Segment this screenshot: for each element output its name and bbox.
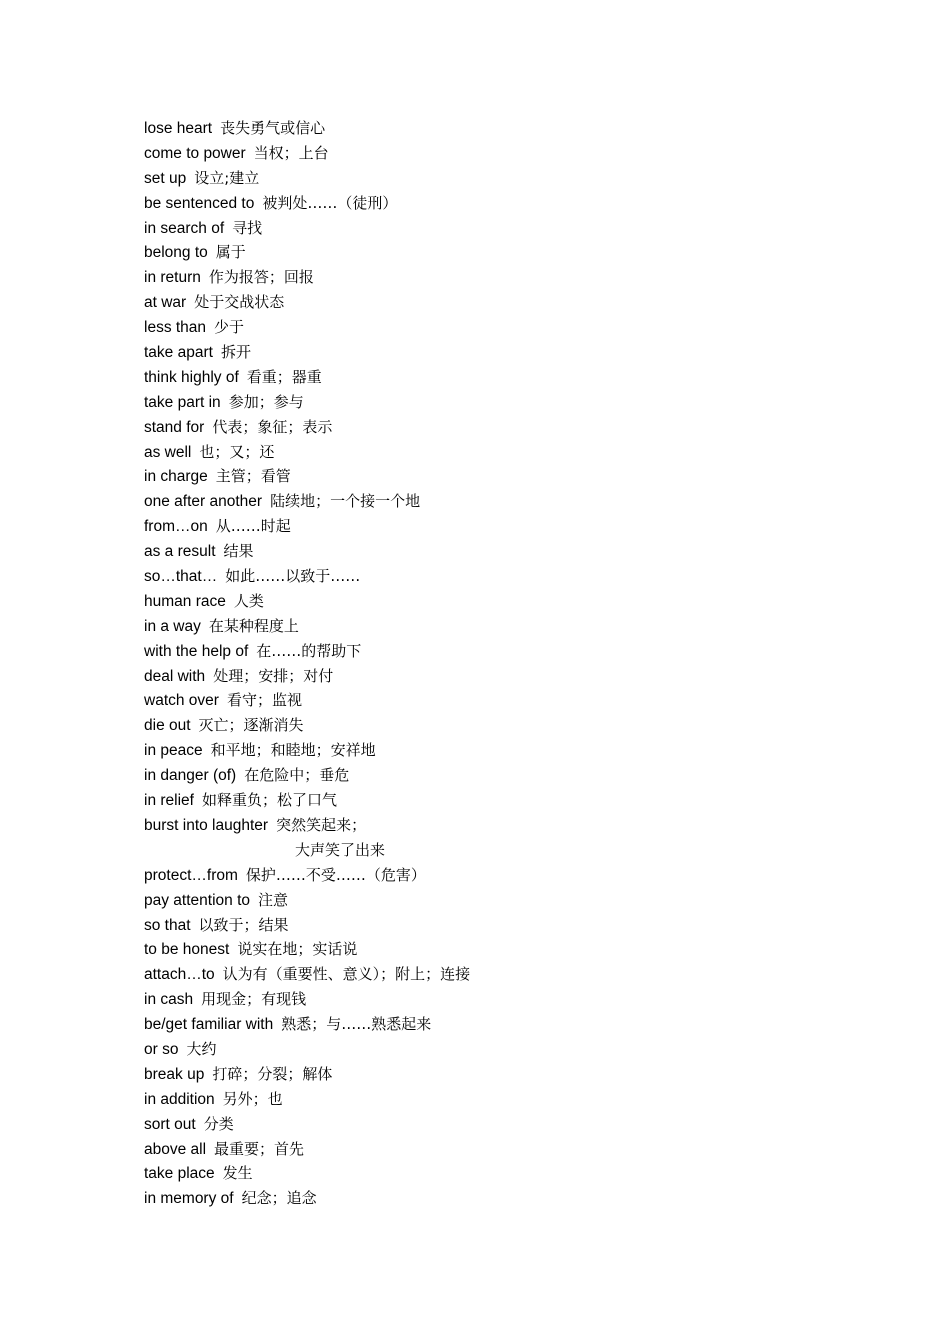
- english-phrase: in return: [144, 269, 201, 287]
- english-phrase: die out: [144, 717, 191, 735]
- phrase-entry: [144, 664, 470, 689]
- chinese-meaning: 分类: [203, 1114, 234, 1133]
- phrase-entry: [144, 116, 470, 141]
- chinese-meaning: 灭亡；逐渐消失: [198, 716, 304, 735]
- english-phrase: take apart: [144, 344, 213, 362]
- english-phrase: in relief: [144, 792, 194, 810]
- phrase-entry: [144, 141, 470, 166]
- english-phrase: be sentenced to: [144, 194, 255, 212]
- english-phrase: set up: [144, 169, 187, 187]
- english-phrase: at war: [144, 294, 187, 312]
- chinese-meaning: 熟悉；与……熟悉起来: [281, 1015, 432, 1034]
- english-phrase: break up: [144, 1065, 205, 1083]
- chinese-meaning: 最重要；首先: [214, 1139, 305, 1158]
- phrase-entry: [144, 688, 470, 713]
- chinese-meaning: 结果: [223, 542, 254, 561]
- phrase-entry: [144, 937, 470, 962]
- phrase-entry: [144, 813, 470, 838]
- phrase-entry: [144, 415, 470, 440]
- chinese-meaning: 用现金；有现钱: [201, 990, 307, 1009]
- phrase-entry-continuation: [144, 838, 470, 863]
- english-phrase: in cash: [144, 991, 194, 1009]
- chinese-meaning: 也；又；还: [199, 442, 275, 461]
- chinese-meaning: 认为有（重要性、意义）；附上；连接: [222, 965, 471, 984]
- chinese-meaning: 陆续地；一个接一个地: [270, 492, 421, 511]
- phrase-entry: [144, 265, 470, 290]
- phrase-entry: [144, 390, 470, 415]
- phrase-entry: [144, 738, 470, 763]
- chinese-meaning: 保护……不受……（危害）: [245, 865, 426, 884]
- chinese-meaning: 纪念；追念: [241, 1189, 317, 1208]
- chinese-meaning: 看守；监视: [226, 691, 302, 710]
- phrase-entry: [144, 1186, 470, 1211]
- english-phrase: in danger (of): [144, 767, 237, 785]
- chinese-meaning: 属于: [215, 243, 246, 262]
- chinese-meaning: 从……时起: [215, 517, 291, 536]
- english-phrase: pay attention to: [144, 891, 250, 909]
- english-phrase: human race: [144, 592, 226, 610]
- english-phrase: belong to: [144, 244, 208, 262]
- phrase-entry: [144, 913, 470, 938]
- chinese-meaning: 和平地；和睦地；安祥地: [210, 741, 376, 760]
- phrase-entry: [144, 216, 470, 241]
- english-phrase: or so: [144, 1040, 179, 1058]
- chinese-meaning: 在……的帮助下: [256, 641, 362, 660]
- chinese-meaning: 丧失勇气或信心: [220, 119, 326, 137]
- phrase-entry: [144, 290, 470, 315]
- phrase-entry: [144, 1137, 470, 1162]
- phrase-entry: [144, 240, 470, 265]
- chinese-meaning: 作为报答；回报: [208, 268, 314, 287]
- chinese-meaning: 设立;建立: [194, 168, 260, 187]
- phrase-entry: [144, 962, 470, 987]
- english-phrase: in memory of: [144, 1190, 234, 1208]
- chinese-meaning: 打碎；分裂；解体: [212, 1064, 333, 1083]
- english-phrase: in a way: [144, 617, 201, 635]
- phrase-entry: [144, 340, 470, 365]
- phrase-entry: [144, 713, 470, 738]
- phrase-entry: [144, 863, 470, 888]
- chinese-meaning: 发生: [222, 1164, 253, 1183]
- english-phrase: in addition: [144, 1090, 215, 1108]
- chinese-meaning: 注意: [258, 890, 289, 909]
- chinese-meaning: 处理；安排；对付: [213, 666, 334, 685]
- english-phrase: sort out: [144, 1115, 196, 1133]
- english-phrase: in peace: [144, 742, 203, 760]
- phrase-entry: [144, 1062, 470, 1087]
- phrase-entry: [144, 589, 470, 614]
- phrase-entry: [144, 639, 470, 664]
- chinese-meaning: 处于交战状态: [194, 293, 285, 312]
- chinese-meaning: 说实在地；实话说: [237, 940, 358, 959]
- english-phrase: attach…to: [144, 966, 215, 984]
- chinese-meaning: 如释重负；松了口气: [201, 791, 337, 810]
- english-phrase: with the help of: [144, 642, 249, 660]
- chinese-meaning: 当权；上台: [253, 143, 329, 162]
- chinese-meaning: 主管；看管: [215, 467, 291, 486]
- english-phrase: in charge: [144, 468, 208, 486]
- english-phrase: in search of: [144, 219, 225, 237]
- phrase-entry: [144, 1161, 470, 1186]
- phrase-entry: [144, 489, 470, 514]
- english-phrase: less than: [144, 319, 207, 337]
- chinese-meaning: 参加；参与: [228, 392, 304, 411]
- phrase-entry: [144, 365, 470, 390]
- chinese-meaning: 人类: [233, 591, 264, 610]
- phrase-entry: [144, 191, 470, 216]
- phrase-entry: [144, 514, 470, 539]
- english-phrase: as well: [144, 443, 192, 461]
- english-phrase: above all: [144, 1140, 207, 1158]
- chinese-meaning: 在某种程度上: [208, 616, 299, 635]
- english-phrase: burst into laughter: [144, 816, 269, 834]
- chinese-meaning: 如此……以致于……: [225, 567, 361, 586]
- chinese-meaning: 大声笑了出来: [295, 840, 386, 859]
- phrase-entry: [144, 888, 470, 913]
- chinese-meaning: 看重；器重: [246, 367, 322, 386]
- chinese-meaning: 寻找: [232, 218, 263, 237]
- phrase-entry: [144, 1037, 470, 1062]
- phrase-entry: [144, 788, 470, 813]
- english-phrase: so that: [144, 916, 191, 934]
- english-phrase: as a result: [144, 543, 216, 561]
- phrase-entry: [144, 564, 470, 589]
- english-phrase: so…that…: [144, 568, 218, 586]
- phrase-entry: [144, 315, 470, 340]
- english-phrase: from…on: [144, 518, 208, 536]
- chinese-meaning: 另外；也: [222, 1089, 283, 1108]
- phrase-entry: [144, 1012, 470, 1037]
- chinese-meaning: 以致于；结果: [198, 915, 289, 934]
- phrase-entry: [144, 539, 470, 564]
- english-phrase: protect…from: [144, 866, 238, 884]
- chinese-meaning: 代表；象征；表示: [212, 417, 333, 436]
- english-phrase: be/get familiar with: [144, 1016, 274, 1034]
- english-phrase: to be honest: [144, 941, 230, 959]
- english-phrase: lose heart: [144, 120, 213, 137]
- phrase-entry: [144, 614, 470, 639]
- chinese-meaning: 少于: [214, 318, 245, 337]
- phrase-list: [144, 116, 470, 1211]
- english-phrase: watch over: [144, 692, 219, 710]
- english-phrase: take part in: [144, 393, 221, 411]
- phrase-entry: [144, 987, 470, 1012]
- english-phrase: come to power: [144, 144, 246, 162]
- chinese-meaning: 拆开: [220, 343, 251, 362]
- english-phrase: think highly of: [144, 368, 239, 386]
- chinese-meaning: 被判处……（徒刑）: [262, 193, 398, 212]
- phrase-entry: [144, 1087, 470, 1112]
- english-phrase: deal with: [144, 667, 206, 685]
- english-phrase: one after another: [144, 493, 263, 511]
- phrase-entry: [144, 1112, 470, 1137]
- chinese-meaning: 大约: [186, 1039, 217, 1058]
- english-phrase: stand for: [144, 418, 205, 436]
- chinese-meaning: 突然笑起来；: [276, 815, 367, 834]
- phrase-entry: [144, 464, 470, 489]
- phrase-entry: [144, 763, 470, 788]
- english-phrase: take place: [144, 1165, 215, 1183]
- chinese-meaning: 在危险中；垂危: [244, 766, 350, 785]
- phrase-entry: [144, 166, 470, 191]
- phrase-entry: [144, 440, 470, 465]
